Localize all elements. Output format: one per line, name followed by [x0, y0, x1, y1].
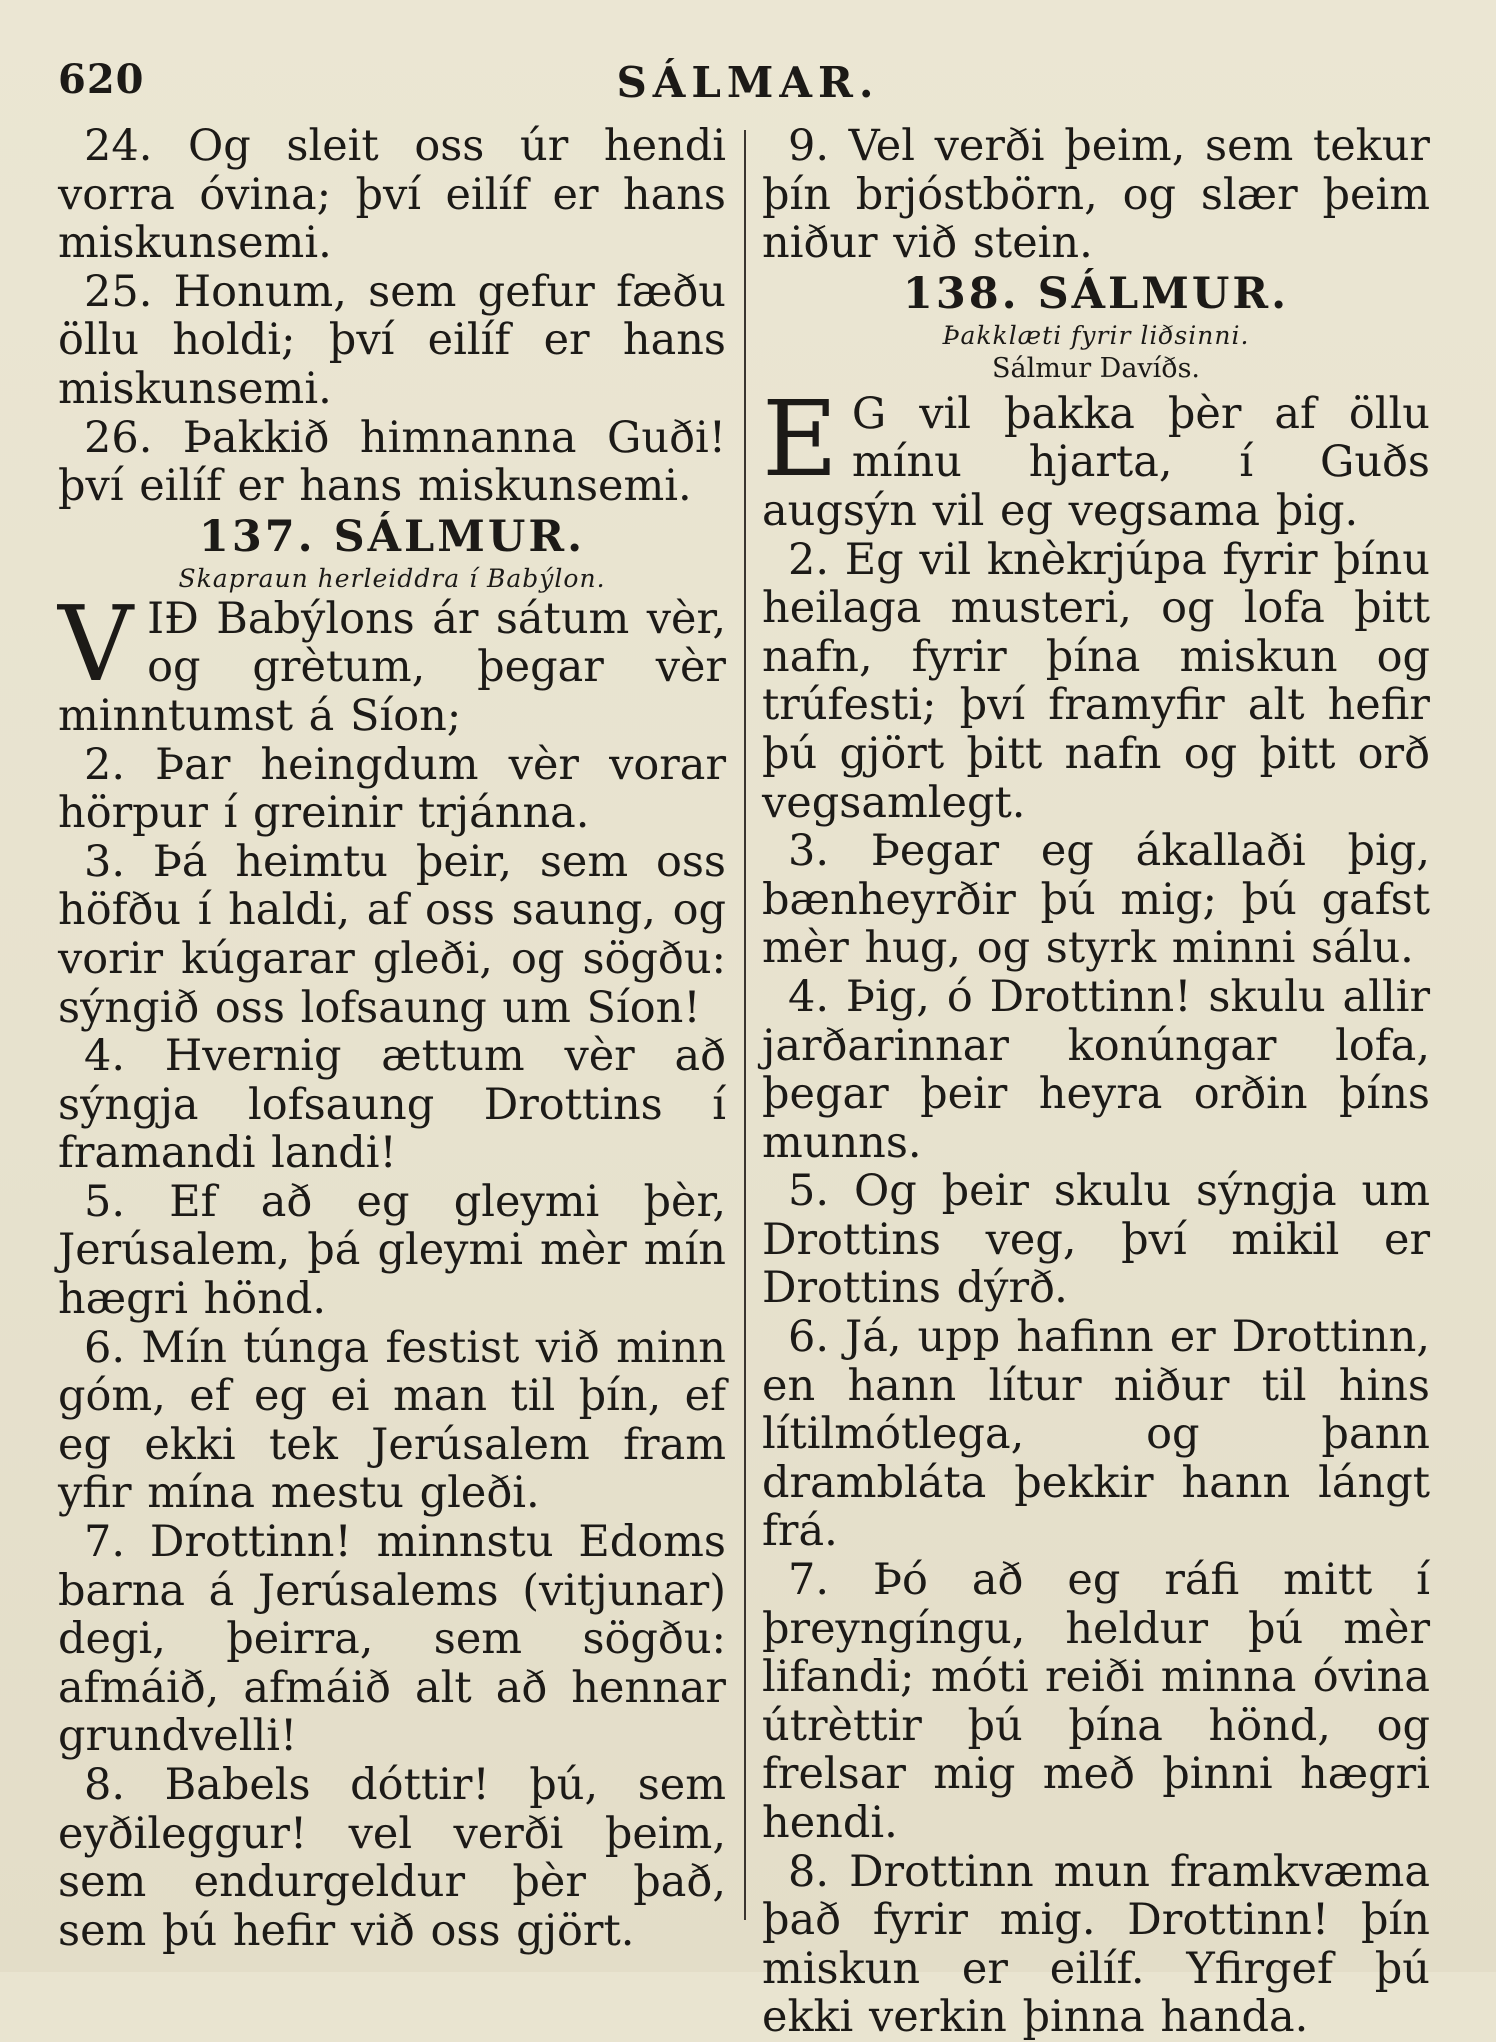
first-verse: [762, 377, 1430, 536]
psalm-subtitle: Þakklæti fyrir liðsinni.: [942, 320, 1250, 350]
psalm-heading: 138. SÁLMUR.: [902, 268, 1290, 319]
verse: 7. Drottinn! minnstu Edoms barna á Jerúsalems (vitjunar) degi, þeirra, sem sögðu: afmáið, afmáið alt að hennar grundvelli!: [58, 1517, 726, 1762]
verse: 5. Og þeir skulu sýngja um Drottins veg, því mikil er Drottins dýrð.: [762, 1166, 1430, 1314]
verse: 24. Og sleit oss úr hendi vorra óvina; því eilíf er hans miskunsemi.: [58, 121, 726, 269]
page-header: [58, 56, 1438, 112]
verse: 2. Þar heingdum vèr vorar hörpur í greinir trjánna.: [58, 739, 726, 839]
verse: 25. Honum, sem gefur fæðu öllu holdi; því eilíf er hans miskunsemi.: [58, 266, 726, 414]
verse: 26. Þakkið himnanna Guði! því eilíf er hans miskunsemi.: [58, 412, 726, 512]
verse: 4. Hvernig ættum vèr að sýngja lofsaung Drottins í framandi landi!: [58, 1031, 726, 1179]
verse: 4. Þig, ó Drottinn! skulu allir jarðarinnar konúngar lofa, þegar þeir heyra orðin þíns munns.: [762, 971, 1430, 1168]
page-number: 620: [58, 56, 145, 103]
verse: 2. Eg vil knèkrjúpa fyrir þínu heilaga musteri, og lofa þitt nafn, fyrir þína miskun og trúfesti; því framyfir alt hefir þú gjört þitt nafn og þitt orð vegsamlegt.: [762, 534, 1430, 828]
drop-cap: E: [762, 377, 838, 500]
first-verse-text: IÐ Babýlons ár sátum vèr, og grètum, þegar vèr minntumst á Síon;: [58, 593, 726, 741]
verse: 8. Drottinn mun framkvæma það fyrir mig. Drottinn! þín miskun er eilíf. Yfirgef þú ekki verkin þinna handa.: [762, 1846, 1430, 2042]
verse: 9. Vel verði þeim, sem tekur þín brjóstbörn, og slær þeim niður við stein.: [762, 121, 1430, 269]
column-divider: [744, 130, 746, 1920]
first-verse-text: G vil þakka þèr af öllu mínu hjarta, í Guðs augsýn vil eg vegsama þig.: [762, 388, 1430, 536]
verse: 3. Þá heimtu þeir, sem oss höfðu í haldi, af oss saung, og vorir kúgarar gleði, og sögðu: sýngið oss lofsaung um Síon!: [58, 836, 726, 1033]
verse: 8. Babels dóttir! þú, sem eyðileggur! vel verði þeim, sem endurgeldur þèr það, sem þú hefir við oss gjört.: [58, 1760, 726, 1956]
psalm-author: Sálmur Davíðs.: [991, 352, 1201, 384]
verse: 7. Þó að eg ráfi mitt í þreyngíngu, heldur þú mèr lifandi; móti reiði minna óvina útrèttir þú þína hönd, og frelsar mig með þinni hægri hendi.: [762, 1555, 1430, 1848]
psalm-subtitle: Skapraun herleiddra í Babýlon.: [178, 563, 606, 593]
verse: 5. Ef að eg gleymi þèr, Jerúsalem, þá gleymi mèr mín hægri hönd.: [58, 1176, 726, 1325]
left-column: [58, 122, 726, 1955]
right-column: [762, 122, 1430, 2042]
verse: 3. Þegar eg ákallaði þig, bænheyrðir þú mig; þú gafst mèr hug, og styrk minni sálu.: [762, 826, 1430, 974]
verse: 6. Mín túnga festist við minn góm, ef eg ei man til þín, ef eg ekki tek Jerúsalem fram yfir mína mestu gleði.: [58, 1322, 726, 1519]
first-verse: [58, 582, 726, 741]
running-title: SÁLMAR.: [616, 58, 880, 107]
text-columns: [58, 121, 1438, 2042]
psalm-heading: 137. SÁLMUR.: [198, 511, 586, 562]
verse: 6. Já, upp hafinn er Drottinn, en hann lítur niður til hins lítilmótlega, og þann drambláta þekkir hann lángt frá.: [762, 1312, 1430, 1557]
drop-cap: V: [58, 582, 134, 705]
